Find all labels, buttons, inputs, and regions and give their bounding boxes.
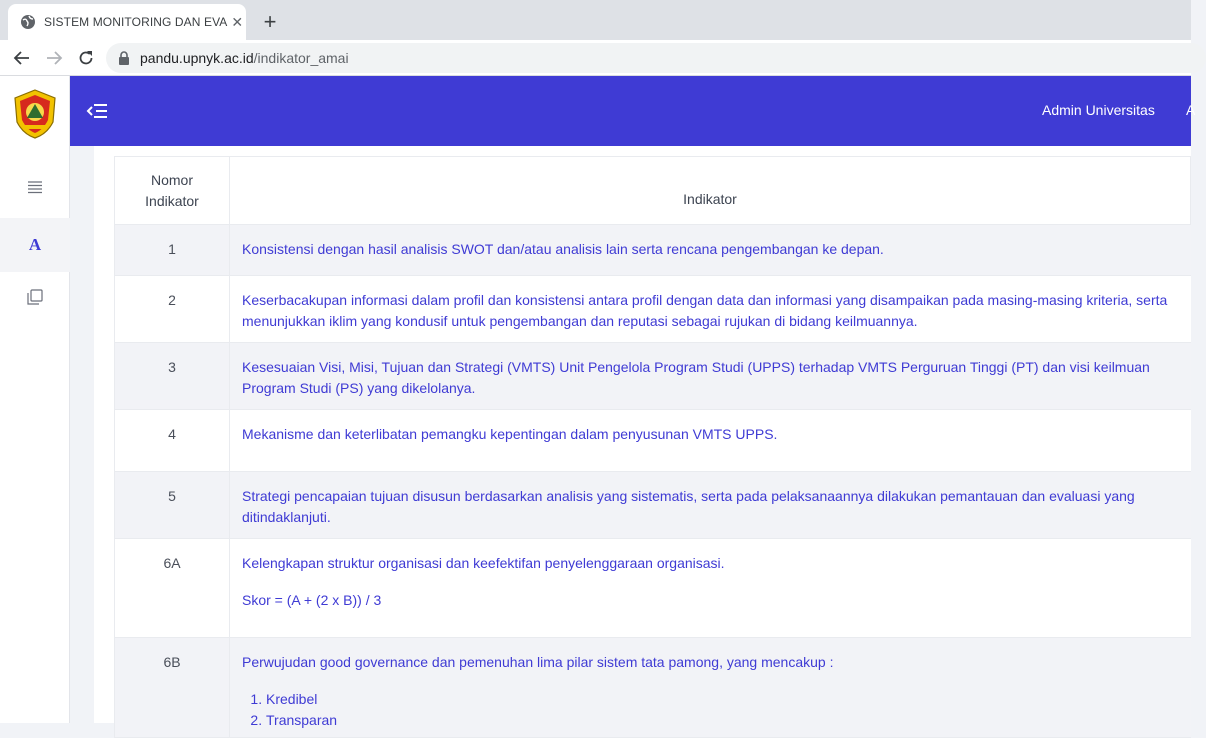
indikator-text: Perwujudan good governance dan pemenuhan lima pilar sistem tata pamong, yang mencakup : (242, 654, 834, 670)
new-tab-icon[interactable]: + (263, 9, 277, 34)
reload-icon[interactable] (70, 42, 102, 74)
row-number: 2 (115, 276, 230, 343)
table-row (115, 276, 1191, 343)
main-content (94, 146, 1191, 728)
table-row (115, 343, 1191, 410)
indikator-table (114, 156, 1191, 738)
sidebar-item-menu[interactable] (0, 162, 70, 216)
back-arrow-icon[interactable] (6, 42, 38, 74)
table-row (115, 472, 1191, 539)
list-icon (28, 180, 42, 199)
row-indikator: Konsistensi dengan hasil analisis SWOT dan/atau analisis lain serta rencana pengembangan ke depan. (230, 225, 1191, 276)
row-number: 6B (115, 638, 230, 738)
forward-arrow-icon[interactable] (38, 42, 70, 74)
tab-title: SISTEM MONITORING DAN EVA (44, 15, 228, 29)
list-item: 1. Kredibel (266, 689, 1183, 710)
browser-tab[interactable] (8, 4, 246, 40)
skor-formula: Skor = (A + (2 x B)) / 3 (242, 592, 382, 608)
url-host: pandu.upnyk.ac.id (140, 50, 254, 66)
sidebar-item-a[interactable] (0, 218, 70, 272)
table-row (115, 410, 1191, 472)
row-indikator (230, 539, 1191, 638)
user-name[interactable]: Admin Universitas (1042, 102, 1155, 118)
collapse-menu-icon[interactable] (86, 100, 108, 122)
indikator-table-card (114, 156, 1191, 738)
row-number: 3 (115, 343, 230, 410)
globe-icon (20, 14, 36, 30)
indikator-text: Kelengkapan struktur organisasi dan keefektifan penyelenggaraan organisasi. (242, 555, 725, 571)
university-logo[interactable] (9, 88, 61, 140)
row-number: 4 (115, 410, 230, 472)
user-menu[interactable]: A (1186, 102, 1196, 118)
row-number: 1 (115, 225, 230, 276)
top-navbar (70, 76, 1196, 146)
table-row (115, 539, 1191, 638)
browser-tabstrip (0, 0, 1191, 40)
sidebar (0, 76, 70, 723)
browser-toolbar (0, 40, 1191, 76)
letter-a-icon: A (28, 235, 42, 254)
url-path: /indikator_amai (253, 50, 349, 66)
row-indikator: Kesesuaian Visi, Misi, Tujuan dan Strategi (VMTS) Unit Pengelola Program Studi (UPPS) terhadap VMTS Perguruan Tinggi (PT) dan visi keilmuan Program Studi (PS) yang dikelolanya. (230, 343, 1191, 410)
row-number: 5 (115, 472, 230, 539)
row-number: 6A (115, 539, 230, 638)
row-indikator: Strategi pencapaian tujuan disusun berdasarkan analisis yang sistematis, serta pada pelaksanaannya dilakukan pemantauan dan evaluasi yang ditindaklanjuti. (230, 472, 1191, 539)
close-icon[interactable]: ✕ (231, 13, 244, 30)
address-bar[interactable] (106, 43, 1206, 73)
lock-icon (118, 51, 130, 65)
table-row (115, 638, 1191, 738)
row-indikator (230, 638, 1191, 738)
copy-icon (27, 289, 43, 310)
sidebar-item-copy[interactable] (0, 272, 70, 326)
table-row (115, 225, 1191, 276)
row-indikator: Mekanisme dan keterlibatan pemangku kepentingan dalam penyusunan VMTS UPPS. (230, 410, 1191, 472)
table-header-row (115, 157, 1191, 225)
row-indikator: Keserbacakupan informasi dalam profil dan konsistensi antara profil dengan data dan informasi yang disampaikan pada masing-masing kriteria, serta menunjukkan iklim yang kondusif untuk pengembangan dan reputasi sebagai rujukan di bidang keilmuannya. (230, 276, 1191, 343)
header-nomor: Nomor Indikator (115, 157, 230, 225)
pillar-list (242, 689, 1183, 731)
header-indikator: Indikator (230, 157, 1191, 225)
list-item: 2. Transparan (266, 710, 1183, 731)
